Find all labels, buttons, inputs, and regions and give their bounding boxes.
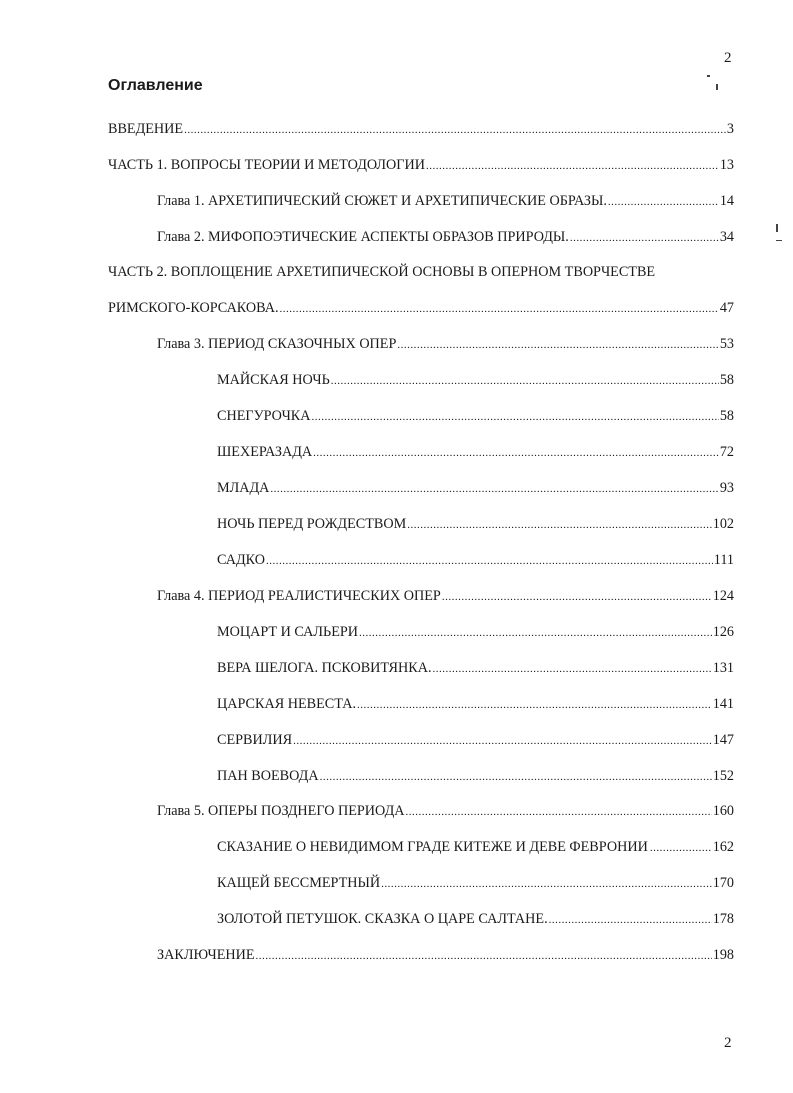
toc-entry-golden-cockerel[interactable]: ЗОЛОТОЙ ПЕТУШОК. СКАЗКА О ЦАРЕ САЛТАНЕ. ..... 178 xyxy=(217,909,734,929)
scan-artifact xyxy=(776,240,782,241)
scan-artifact xyxy=(776,224,778,232)
toc-entry-kitezh[interactable]: СКАЗАНИЕ О НЕВИДИМОМ ГРАДЕ КИТЕЖЕ И ДЕВЕ ФЕВРОНИИ ..... 162 xyxy=(217,837,734,857)
toc-entry-mlada[interactable]: МЛАДА ..... 93 xyxy=(217,478,734,498)
toc-entry-servilia[interactable]: СЕРВИЛИЯ ..... 147 xyxy=(217,730,734,750)
toc-entry-conclusion[interactable]: ЗАКЛЮЧЕНИЕ ..... 198 xyxy=(157,945,734,965)
toc-entry-scheherazade[interactable]: ШЕХЕРАЗАДА ..... 72 xyxy=(217,442,734,462)
toc-entry-christmas-eve[interactable]: НОЧЬ ПЕРЕД РОЖДЕСТВОМ ..... 102 xyxy=(217,514,734,534)
page-number-top: 2 xyxy=(724,50,732,66)
toc-entry-vera-sheloga[interactable]: ВЕРА ШЕЛОГА. ПСКОВИТЯНКА. ..... 131 xyxy=(217,658,734,678)
toc-entry-chapter-2[interactable]: Глава 2. МИФОПОЭТИЧЕСКИЕ АСПЕКТЫ ОБРАЗОВ ПРИРОДЫ. ..... 34 xyxy=(157,227,734,247)
toc-entry-chapter-3[interactable]: Глава 3. ПЕРИОД СКАЗОЧНЫХ ОПЕР ..... 53 xyxy=(157,334,734,354)
scan-artifact xyxy=(707,75,710,77)
toc-entry-tsar-bride[interactable]: ЦАРСКАЯ НЕВЕСТА. ..... 141 xyxy=(217,694,734,714)
toc-entry-may-night[interactable]: МАЙСКАЯ НОЧЬ ..... 58 xyxy=(217,370,734,390)
toc-entry-part-2-line-1[interactable]: ЧАСТЬ 2. ВОПЛОЩЕНИЕ АРХЕТИПИЧЕСКОЙ ОСНОВЫ В ОПЕРНОМ ТВОРЧЕСТВЕ xyxy=(108,264,656,280)
toc-entry-chapter-1[interactable]: Глава 1. АРХЕТИПИЧЕСКИЙ СЮЖЕТ И АРХЕТИПИЧЕСКИЕ ОБРАЗЫ. ..... 14 xyxy=(157,191,734,211)
toc-entry-mozart-salieri[interactable]: МОЦАРТ И САЛЬЕРИ ..... 126 xyxy=(217,622,734,642)
toc-entry-part-1[interactable]: ЧАСТЬ 1. ВОПРОСЫ ТЕОРИИ И МЕТОДОЛОГИИ ..... 13 xyxy=(108,155,734,175)
toc-entry-pan-voevoda[interactable]: ПАН ВОЕВОДА ..... 152 xyxy=(217,766,734,786)
toc-entry-snow-maiden[interactable]: СНЕГУРОЧКА ..... 58 xyxy=(217,406,734,426)
toc-entry-kashchey[interactable]: КАЩЕЙ БЕССМЕРТНЫЙ ..... 170 xyxy=(217,873,734,893)
toc-entry-introduction[interactable]: ВВЕДЕНИЕ ..... 3 xyxy=(108,119,734,139)
toc-entry-chapter-4[interactable]: Глава 4. ПЕРИОД РЕАЛИСТИЧЕСКИХ ОПЕР ..... 124 xyxy=(157,586,734,606)
scan-artifact xyxy=(716,84,718,90)
toc-entry-chapter-5[interactable]: Глава 5. ОПЕРЫ ПОЗДНЕГО ПЕРИОДА ..... 160 xyxy=(157,801,734,821)
toc-entry-sadko[interactable]: САДКО ..... 111 xyxy=(217,550,734,570)
page-number-bottom: 2 xyxy=(724,1035,732,1051)
toc-entry-part-2[interactable]: РИМСКОГО-КОРСАКОВА. ..... 47 xyxy=(108,298,734,318)
toc-title: Оглавление xyxy=(108,77,203,94)
